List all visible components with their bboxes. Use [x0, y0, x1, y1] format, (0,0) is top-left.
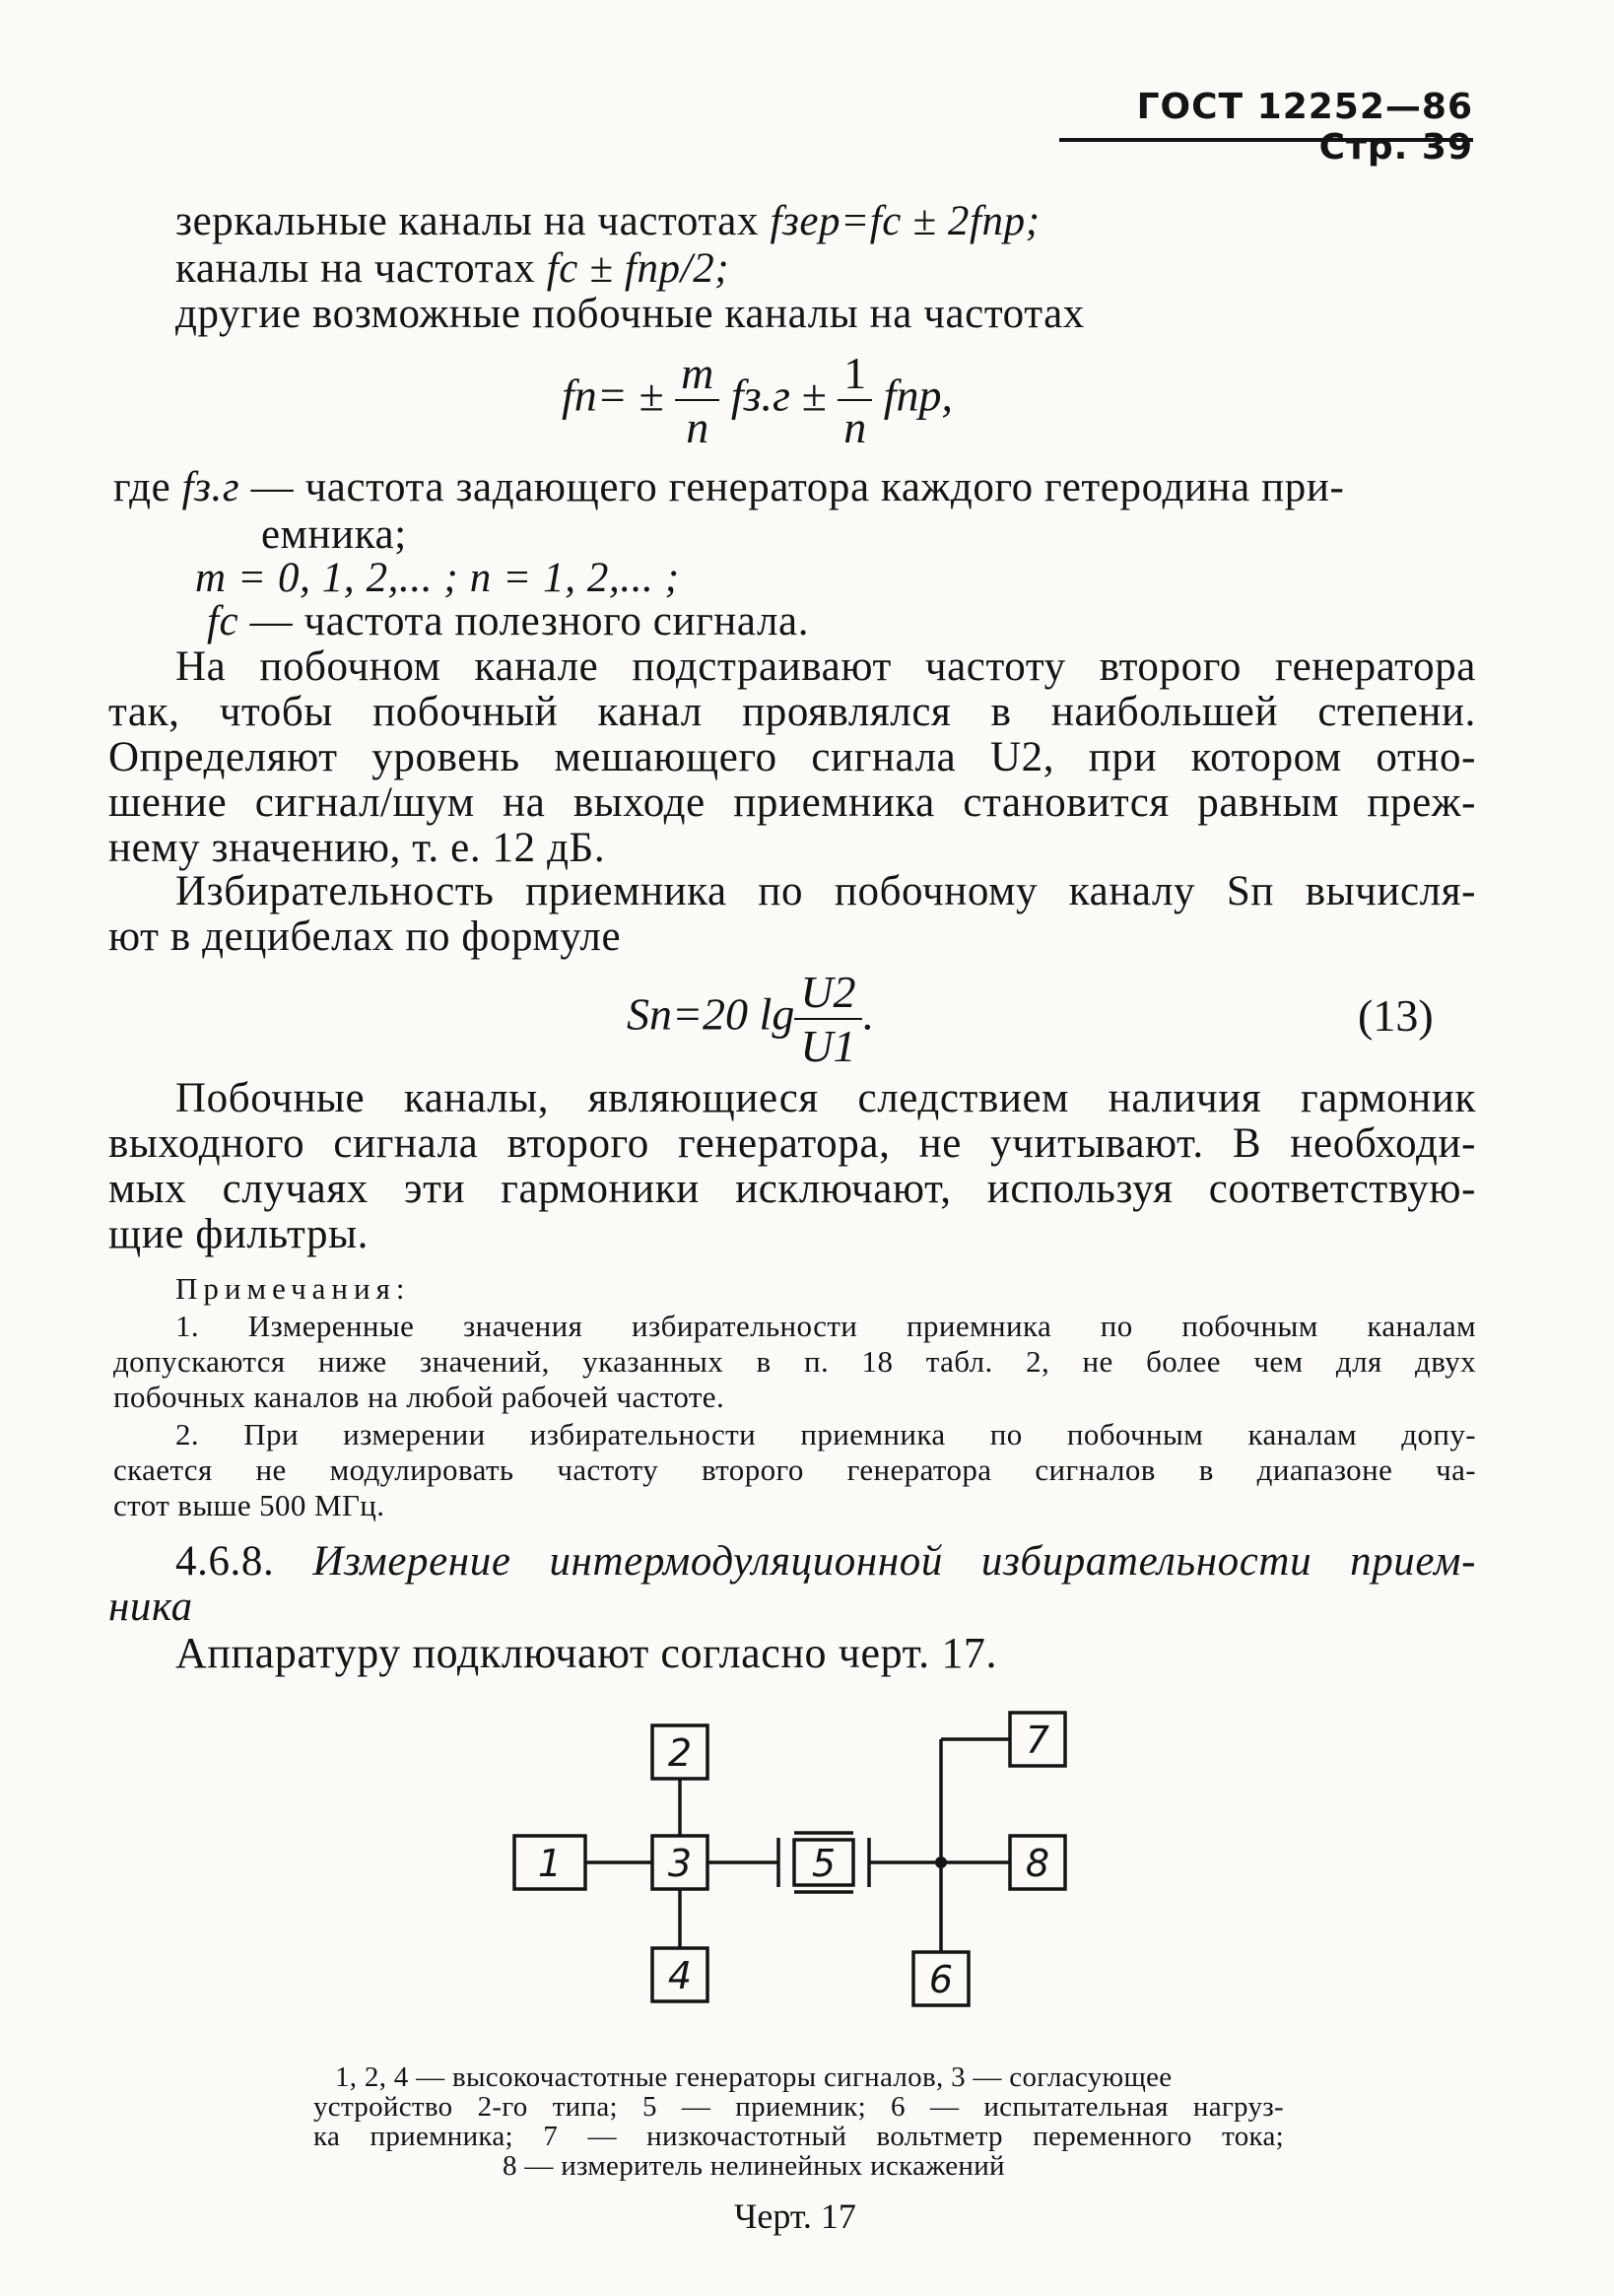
intro-line-2-text: каналы на частотах: [175, 245, 547, 292]
formula-rhs: fпр,: [883, 370, 954, 421]
where-line-3: m = 0, 1, 2,... ; n = 1, 2,... ;: [195, 555, 680, 601]
where-prefix: где: [113, 464, 182, 510]
block-diagram: [493, 1690, 1123, 2035]
para1-line-2: так, чтобы побочный канал проявлялся в наибольшей степени.: [108, 689, 1476, 735]
where-line-1-text: — частота задающего генератора каждого гетеродина при-: [239, 464, 1345, 510]
caption-line-4: 8 — измеритель нелинейных искажений: [503, 2150, 1005, 2182]
where-line-2: емника;: [261, 511, 407, 558]
note2-line-3: стот выше 500 МГц.: [113, 1488, 385, 1522]
intro-line-1-text: зеркальные каналы на частотах: [175, 198, 771, 244]
section-text: Аппаратуру подключают согласно черт. 17.: [175, 1629, 998, 1677]
fraction-numerator-one: 1: [838, 347, 872, 401]
formula-lhs: fп= ±: [562, 370, 664, 421]
caption-line-3: ка приемника; 7 — низкочастотный вольтметр переменного тока;: [313, 2121, 1284, 2152]
para1-line-5: нему значению, т. е. 12 дБ.: [108, 825, 606, 871]
caption-line-2: устройство 2-го типа; 5 — приемник; 6 — испытательная нагруз-: [313, 2091, 1284, 2123]
where-symbol-fc: fс: [207, 598, 239, 644]
para2-line-2: ют в децибелах по формуле: [108, 913, 622, 960]
formula13-period: .: [861, 988, 874, 1040]
page-header: ГОСТ 12252—86 Стр. 39: [1136, 87, 1473, 168]
caption-line-1: 1, 2, 4 — высокочастотные генераторы сигналов, 3 — согласующее: [335, 2061, 1173, 2093]
note1-line-2: допускаются ниже значений, указанных в п. 18 табл. 2, не более чем для двух: [113, 1344, 1476, 1379]
fraction-denominator-u1: U1: [800, 1021, 856, 1071]
section-heading-line-2: ника: [108, 1584, 193, 1630]
block-7-label: 7: [1025, 1719, 1050, 1762]
para3-line-4: щие фильтры.: [108, 1211, 369, 1257]
junction-dot: [935, 1857, 947, 1868]
where-symbol-fzg: fз.г: [181, 464, 240, 510]
formula-mid: fз.г ±: [730, 370, 827, 421]
block-5-label: 5: [811, 1842, 837, 1885]
block-3-label: 3: [667, 1842, 693, 1885]
fraction-numerator-m: m: [675, 347, 719, 401]
formula13-lhs: Sп=20 lg: [627, 988, 795, 1040]
figure-label: Черт. 17: [734, 2196, 856, 2236]
para1-line-3: Определяют уровень мешающего сигнала U2, при котором отно-: [108, 734, 1476, 780]
intro-line-1: [175, 197, 1041, 245]
block-4-label: 4: [667, 1954, 693, 1997]
intro-line-2: [175, 244, 729, 293]
formula-number-13: (13): [1358, 990, 1434, 1041]
header-rule: [1059, 138, 1473, 142]
section-heading-line-1: [175, 1537, 1476, 1586]
para3-line-3: мых случаях эти гармоники исключают, используя соответствую-: [108, 1166, 1476, 1212]
fraction-one-over-n: [838, 347, 872, 453]
para2-line-1: Избирательность приемника по побочному каналу Sп вычисля-: [175, 868, 1476, 914]
fraction-numerator-u2: U2: [794, 966, 861, 1020]
fraction-denominator-n2: n: [843, 402, 867, 452]
image-channel-formula: fзер=fс ± 2fпр;: [770, 198, 1041, 244]
block-8-label: 8: [1025, 1842, 1050, 1885]
note1-line-3: побочных каналов на любой рабочей частоте.: [113, 1380, 725, 1414]
intro-line-3: другие возможные побочные каналы на частотах: [175, 291, 1085, 337]
fraction-denominator-n: n: [686, 402, 709, 452]
block-2-label: 2: [667, 1731, 693, 1775]
block-6-label: 6: [928, 1958, 954, 2001]
block-1-label: 1: [537, 1842, 563, 1885]
section-title: Измерение интермодуляционной избирательности прием-: [312, 1538, 1476, 1585]
note2-line-1: 2. При измерении избирательности приемника по побочным каналам допу-: [175, 1417, 1476, 1452]
where-line-4-text: — частота полезного сигнала.: [238, 598, 810, 644]
note1-line-1: 1. Измеренные значения избирательности приемника по побочным каналам: [175, 1309, 1476, 1343]
para3-line-2: выходного сигнала второго генератора, не учитывают. В необходи-: [108, 1120, 1476, 1167]
spurious-frequency-formula: [562, 347, 953, 453]
half-if-formula: fс ± fпр/2;: [546, 245, 730, 292]
fraction-m-over-n: [675, 347, 719, 453]
para1-line-1: На побочном канале подстраивают частоту второго генератора: [175, 643, 1476, 690]
notes-title: Примечания:: [175, 1271, 411, 1306]
where-line-4: [207, 597, 809, 645]
para3-line-1: Побочные каналы, являющиеся следствием наличия гармоник: [175, 1075, 1476, 1121]
fraction-u2-over-u1: [794, 966, 861, 1072]
section-number: 4.6.8.: [175, 1538, 275, 1585]
para1-line-4: шение сигнал/шум на выходе приемника становится равным преж-: [108, 779, 1476, 826]
note2-line-2: скается не модулировать частоту второго генератора сигналов в диапазоне ча-: [113, 1452, 1476, 1487]
where-line-1: [113, 463, 1344, 511]
selectivity-formula: [627, 966, 873, 1072]
